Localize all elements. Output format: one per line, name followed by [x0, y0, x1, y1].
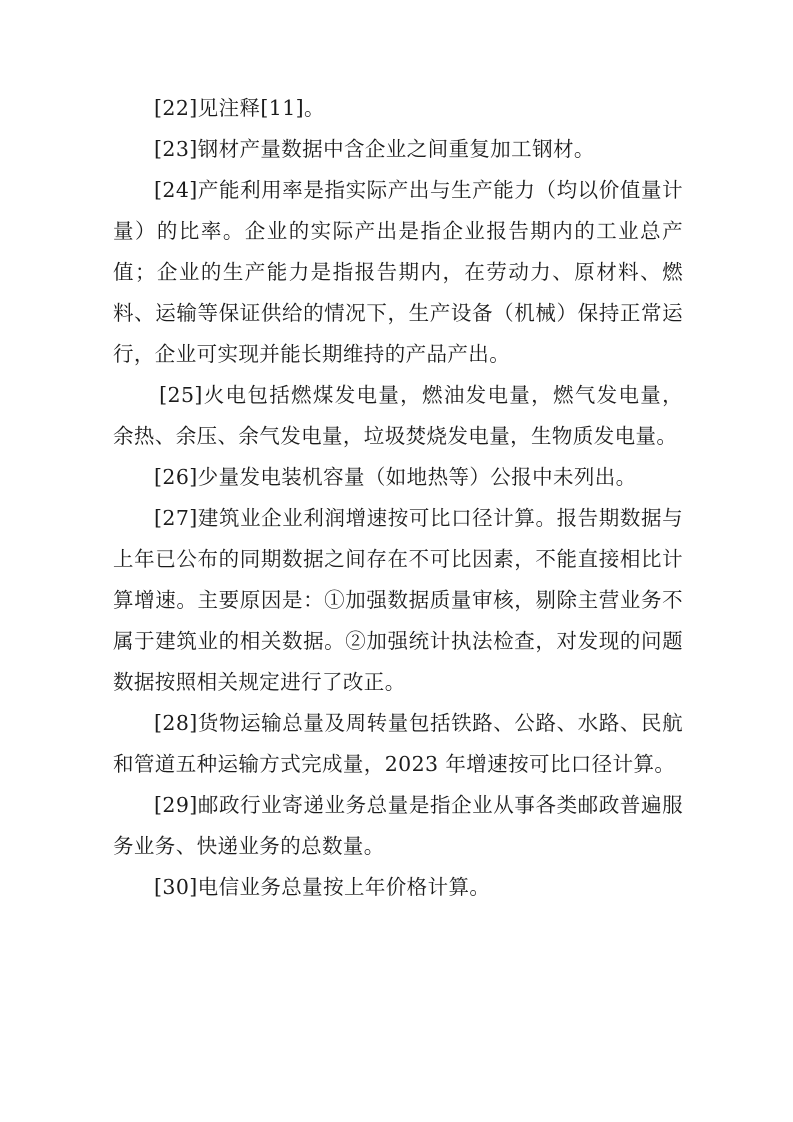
page-body: [113, 88, 683, 908]
paragraph-note-24: [24]产能利用率是指实际产出与生产能力（均以价值量计量）的比率。企业的实际产出是指企业报告期内的工业总产值；企业的生产能力是指报告期内，在劳动力、原材料、燃料、运输等保证供给的情况下，生产设备（机械）保持正常运行，企业可实现并能长期维持的产品产出。: [113, 178, 683, 366]
paragraph-note-28: [28]货物运输总量及周转量包括铁路、公路、水路、民航和管道五种运输方式完成量，2023 年增速按可比口径计算。: [113, 711, 683, 776]
paragraph-note-25: [25]火电包括燃煤发电量，燃油发电量，燃气发电量，余热、余压、余气发电量，垃圾焚烧发电量，生物质发电量。: [113, 383, 683, 448]
paragraph-note-30: [30]电信业务总量按上年价格计算。: [154, 875, 491, 899]
paragraph-note-23: [23]钢材产量数据中含企业之间重复加工钢材。: [154, 137, 595, 161]
paragraph-note-29: [29]邮政行业寄递业务总量是指企业从事各类邮政普遍服务业务、快递业务的总数量。: [113, 793, 683, 858]
paragraph-note-27: [27]建筑业企业利润增速按可比口径计算。报告期数据与上年已公布的同期数据之间存在不可比因素，不能直接相比计算增速。主要原因是：①加强数据质量审核，剔除主营业务不属于建筑业的相关数据。②加强统计执法检查，对发现的问题数据按照相关规定进行了改正。: [113, 506, 683, 694]
paragraph-note-22: [22]见注释[11]。: [154, 96, 325, 120]
paragraph-note-26: [26]少量发电装机容量（如地热等）公报中未列出。: [154, 465, 637, 489]
